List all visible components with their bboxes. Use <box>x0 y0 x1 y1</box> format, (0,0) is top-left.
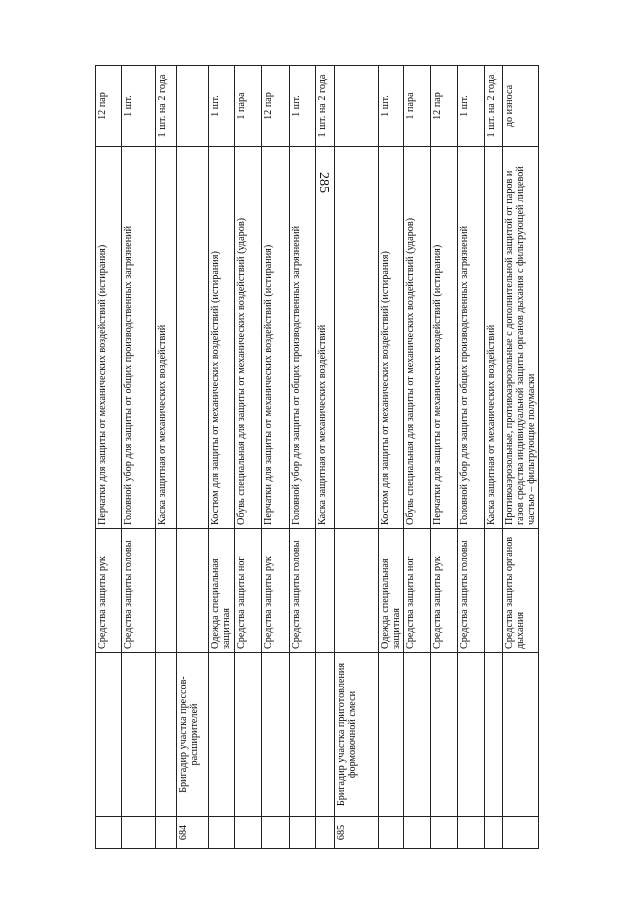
profession-name <box>96 653 122 817</box>
table-row <box>122 66 156 849</box>
row-number <box>122 817 156 849</box>
ppe-item: Каска защитная от механических воздействий <box>156 147 177 529</box>
row-number <box>316 817 335 849</box>
issue-norm: 1 шт. <box>122 66 156 147</box>
profession-name <box>122 653 156 817</box>
profession-name: Бригадир участка прессов-расширителей <box>177 653 209 817</box>
ppe-item: Обувь специальная для защиты от механических воздействий (ударов) <box>235 147 262 529</box>
ppe-category: Средства защиты ног <box>235 529 262 653</box>
table-row <box>485 66 503 849</box>
ppe-category: Средства защиты рук <box>262 529 290 653</box>
table-row <box>177 66 209 849</box>
document-table-rotator <box>95 66 538 849</box>
profession-name <box>290 653 316 817</box>
table-row <box>316 66 335 849</box>
profession-name <box>431 653 458 817</box>
ppe-item: Перчатки для защиты от механических воздействий (истирания) <box>262 147 290 529</box>
issue-norm: 1 пара <box>235 66 262 147</box>
ppe-category: Средства защиты головы <box>290 529 316 653</box>
ppe-category: Средства защиты головы <box>122 529 156 653</box>
issue-norm: 12 пар <box>262 66 290 147</box>
ppe-item: Каска защитная от механических воздействий <box>316 147 335 529</box>
row-number <box>156 817 177 849</box>
profession-name <box>209 653 235 817</box>
ppe-category: Средства защиты рук <box>96 529 122 653</box>
row-number <box>235 817 262 849</box>
profession-name <box>404 653 431 817</box>
issue-norm: 1 шт. на 2 года <box>485 66 503 147</box>
ppe-category: Одежда специальная защитная <box>379 529 404 653</box>
ppe-category <box>156 529 177 653</box>
profession-name <box>262 653 290 817</box>
row-number <box>262 817 290 849</box>
row-number: 684 <box>177 817 209 849</box>
ppe-category: Средства защиты головы <box>458 529 485 653</box>
ppe-item <box>335 147 379 529</box>
ppe-category <box>485 529 503 653</box>
row-number <box>290 817 316 849</box>
ppe-item: Головной убор для защиты от общих производственных загрязнений <box>122 147 156 529</box>
issue-norm: 1 шт. на 2 года <box>156 66 177 147</box>
page-number: 285 <box>316 171 331 193</box>
row-number <box>404 817 431 849</box>
table-row <box>404 66 431 849</box>
table-row <box>96 66 122 849</box>
ppe-category: Средства защиты ног <box>404 529 431 653</box>
table-row <box>290 66 316 849</box>
issue-norm <box>335 66 379 147</box>
issue-norm: до износа <box>503 66 539 147</box>
issue-norm <box>177 66 209 147</box>
ppe-item: Костюм для защиты от механических воздействий (истирания) <box>379 147 404 529</box>
issue-norm: 1 шт. <box>209 66 235 147</box>
row-number <box>431 817 458 849</box>
table-row <box>503 66 539 849</box>
ppe-category: Средства защиты рук <box>431 529 458 653</box>
table-row <box>235 66 262 849</box>
profession-name <box>379 653 404 817</box>
row-number <box>96 817 122 849</box>
issue-norm: 1 шт. <box>379 66 404 147</box>
profession-name <box>235 653 262 817</box>
ppe-category: Одежда специальная защитная <box>209 529 235 653</box>
row-number <box>379 817 404 849</box>
ppe-category <box>316 529 335 653</box>
table-row <box>458 66 485 849</box>
ppe-item: Обувь специальная для защиты от механических воздействий (ударов) <box>404 147 431 529</box>
row-number <box>485 817 503 849</box>
ppe-item: Головной убор для защиты от общих производственных загрязнений <box>458 147 485 529</box>
issue-norm: 1 пара <box>404 66 431 147</box>
document-table-frame <box>95 66 538 849</box>
profession-name <box>316 653 335 817</box>
ppe-item <box>177 147 209 529</box>
table-row <box>262 66 290 849</box>
ppe-item: Каска защитная от механических воздействий <box>485 147 503 529</box>
profession-name <box>156 653 177 817</box>
issue-norm: 1 шт. на 2 года <box>316 66 335 147</box>
table-row <box>431 66 458 849</box>
issue-norm: 1 шт. <box>458 66 485 147</box>
issue-norm: 12 пар <box>431 66 458 147</box>
row-number: 685 <box>335 817 379 849</box>
row-number <box>503 817 539 849</box>
table-row <box>335 66 379 849</box>
profession-name <box>485 653 503 817</box>
issue-norm: 12 пар <box>96 66 122 147</box>
table-row <box>209 66 235 849</box>
row-number <box>458 817 485 849</box>
profession-name: Бригадир участка приготовления формовочной смеси <box>335 653 379 817</box>
table-row <box>156 66 177 849</box>
ppe-category <box>177 529 209 653</box>
ppe-item: Перчатки для защиты от механических воздействий (истирания) <box>96 147 122 529</box>
ppe-item: Костюм для защиты от механических воздействий (истирания) <box>209 147 235 529</box>
ppe-norms-table <box>95 65 539 849</box>
ppe-category <box>335 529 379 653</box>
row-number <box>209 817 235 849</box>
table-row <box>379 66 404 849</box>
profession-name <box>503 653 539 817</box>
ppe-item: Противоаэрозольные, противоаэрозольные с дополнительной защитой от паров и газов средства индивидуальной защиты органов дыхания с фильтрующей лицевой частью – фильтрующие полумаски <box>503 147 539 529</box>
ppe-item: Перчатки для защиты от механических воздействий (истирания) <box>431 147 458 529</box>
ppe-category: Средства защиты органов дыхания <box>503 529 539 653</box>
ppe-item: Головной убор для защиты от общих производственных загрязнений <box>290 147 316 529</box>
profession-name <box>458 653 485 817</box>
issue-norm: 1 шт. <box>290 66 316 147</box>
ppe-table-body <box>96 66 539 849</box>
